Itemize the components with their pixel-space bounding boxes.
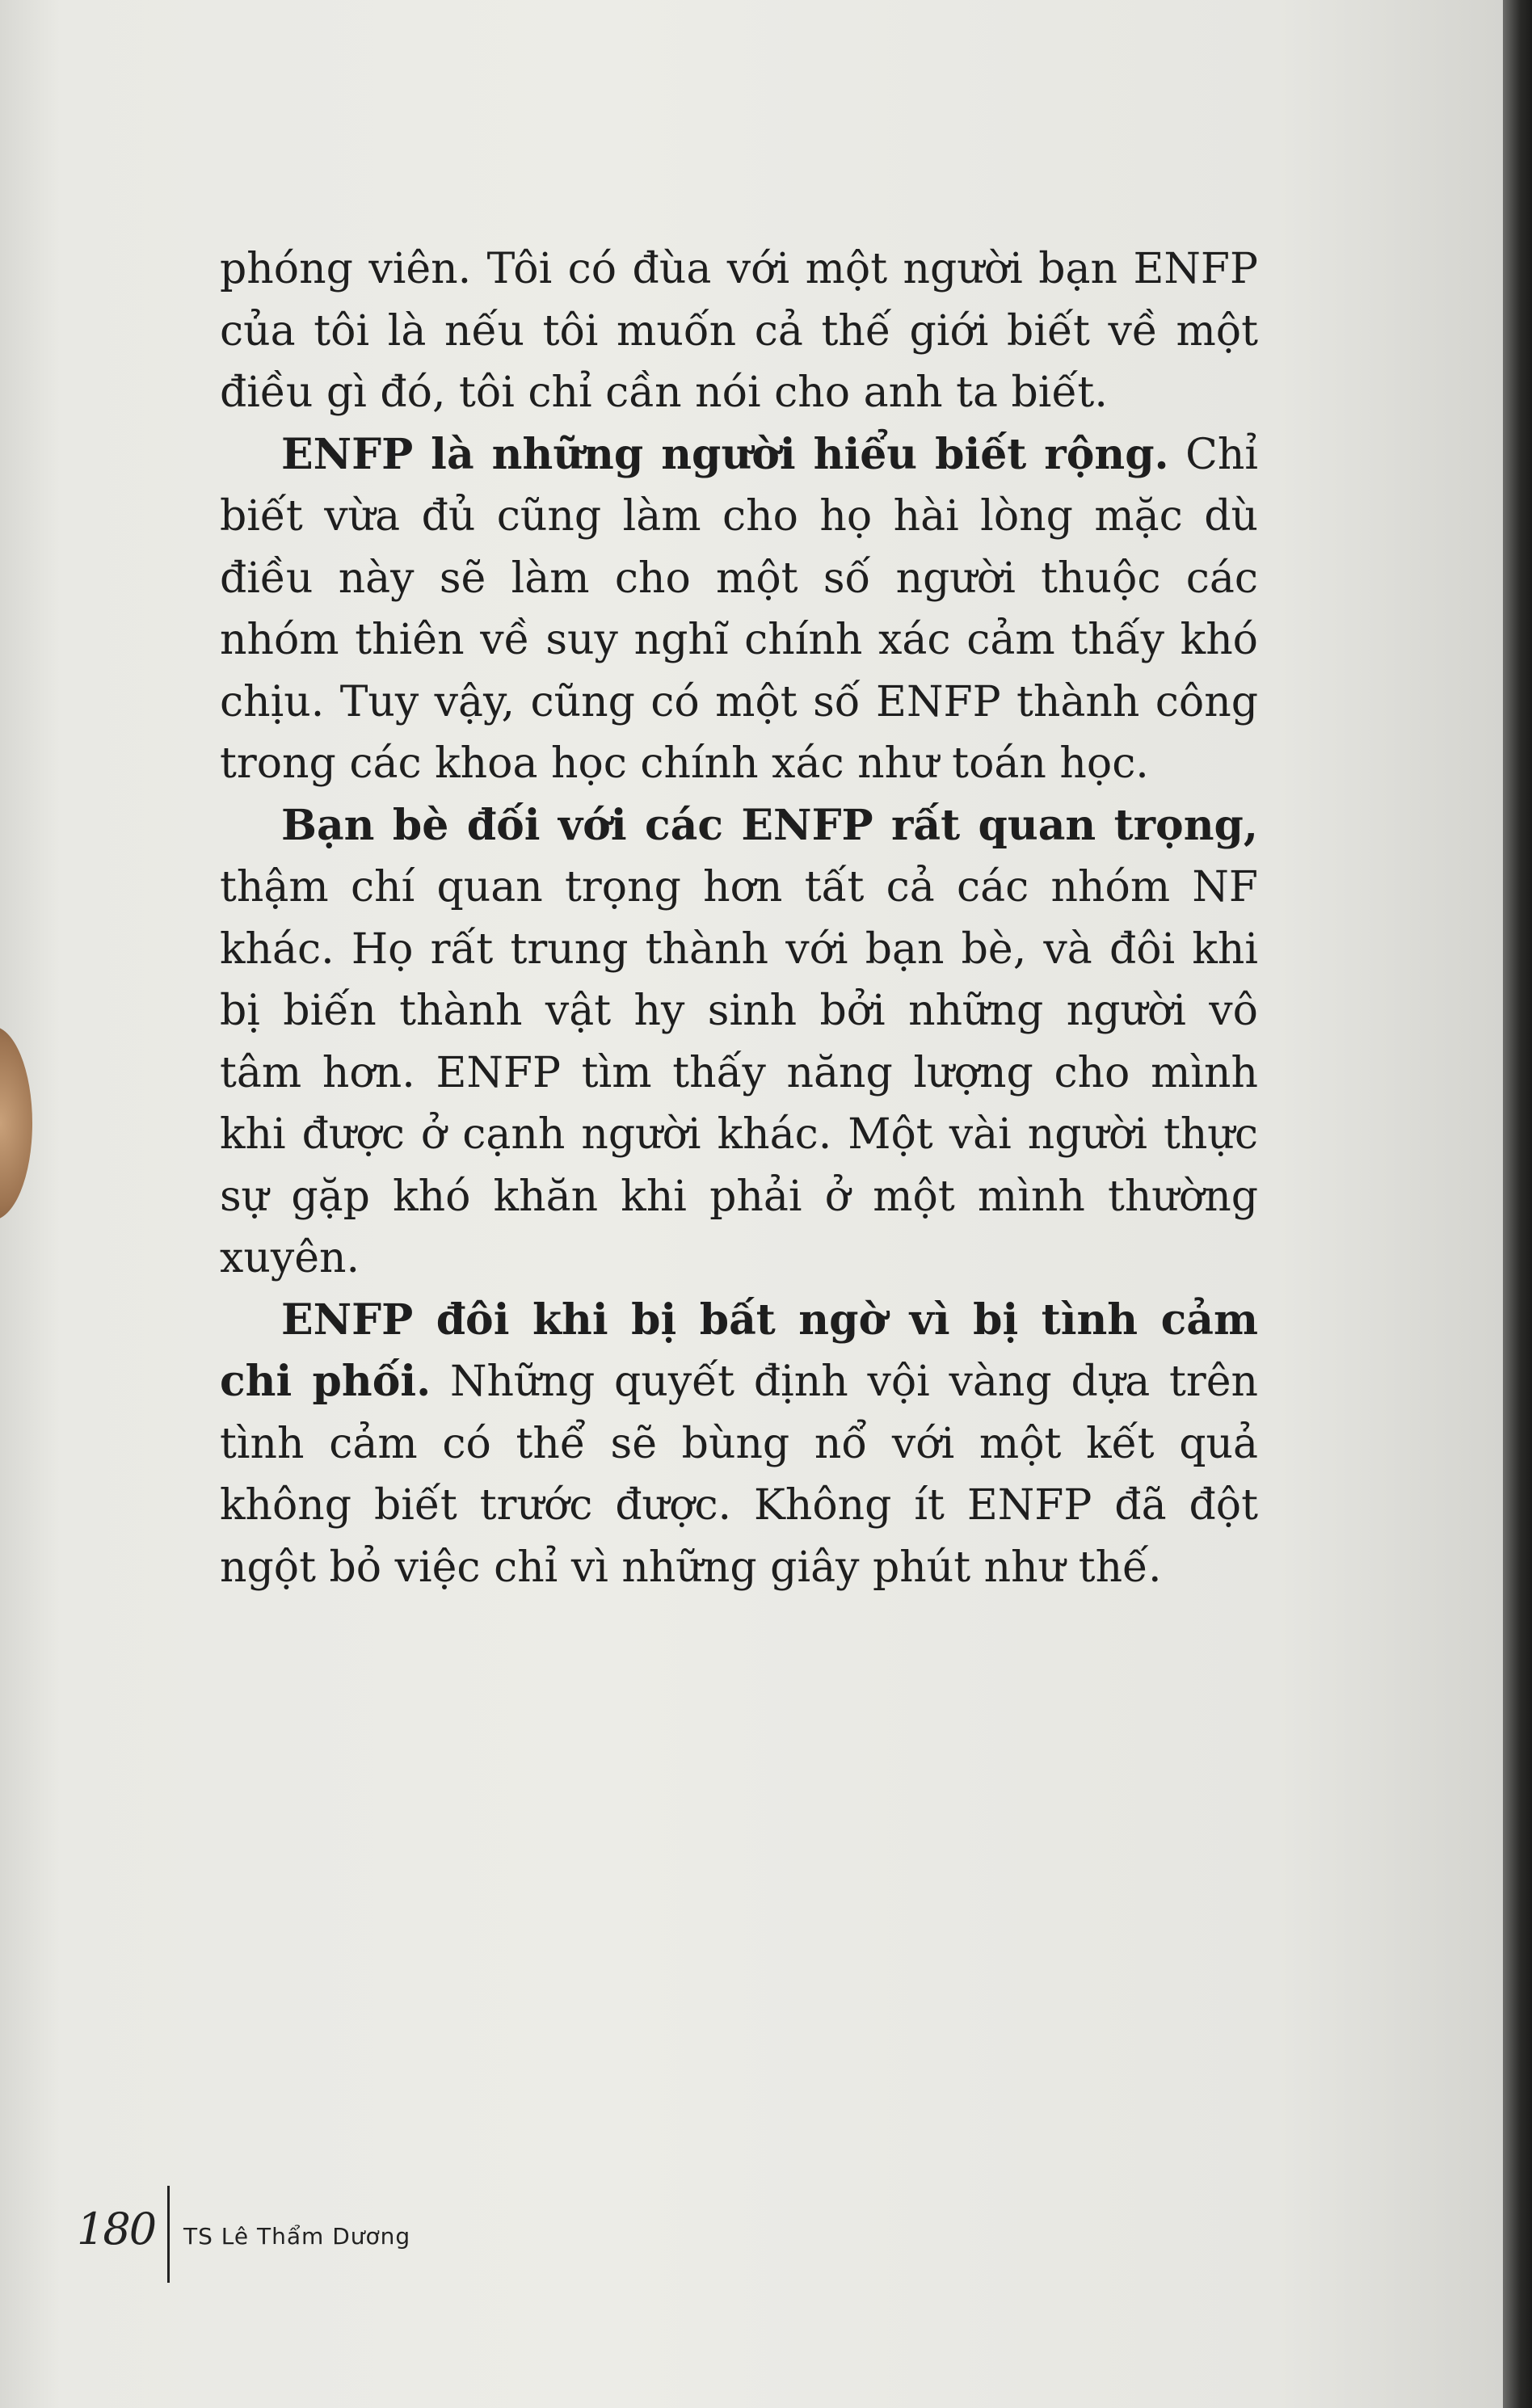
paragraph-4-bold: ENFP đôi khi bị bất ngờ vì bị tình cảm chi phối. <box>220 1295 1258 1406</box>
author-name: TS Lê Thẩm Dương <box>183 2223 411 2250</box>
paragraph-4 <box>220 1290 1258 1599</box>
page-number: 180 <box>77 2204 156 2254</box>
paragraph-1 <box>220 238 1258 424</box>
thumb-holding-page <box>0 1026 32 1220</box>
paragraph-2 <box>220 424 1258 795</box>
paragraph-3-text: thậm chí quan trọng hơn tất cả các nhóm NF khác. Họ rất trung thành với bạn bè, và đôi khi bị biến thành vật hy sinh bởi những người vô tâm hơn. ENFP tìm thấy năng lượng cho mình khi được ở cạnh người khác. Một vài người thực sự gặp khó khăn khi phải ở một mình thường xuyên. <box>220 863 1258 1282</box>
paragraph-1-text: phóng viên. Tôi có đùa với một người bạn ENFP của tôi là nếu tôi muốn cả thế giới biết về một điều gì đó, tôi chỉ cần nói cho anh ta biết. <box>220 245 1258 417</box>
paragraph-4-text: Những quyết định vội vàng dựa trên tình cảm có thể sẽ bùng nổ với một kết quả không biết trước được. Không ít ENFP đã đột ngột bỏ việc chỉ vì những giây phút như thế. <box>220 1358 1258 1592</box>
footer-divider <box>167 2186 170 2283</box>
paragraph-3 <box>220 795 1258 1290</box>
page-footer <box>77 2186 642 2283</box>
body-text <box>220 238 1258 1598</box>
paragraph-3-bold: Bạn bè đối với các ENFP rất quan trọng, <box>281 800 1258 850</box>
book-spine-edge <box>1503 0 1532 2408</box>
paragraph-2-bold: ENFP là những người hiểu biết rộng. <box>281 429 1169 479</box>
paragraph-2-text: Chỉ biết vừa đủ cũng làm cho họ hài lòng mặc dù điều này sẽ làm cho một số người thuộc các nhóm thiên về suy nghĩ chính xác cảm thấy khó chịu. Tuy vậy, cũng có một số ENFP thành công trong các khoa học chính xác như toán học. <box>220 430 1258 788</box>
